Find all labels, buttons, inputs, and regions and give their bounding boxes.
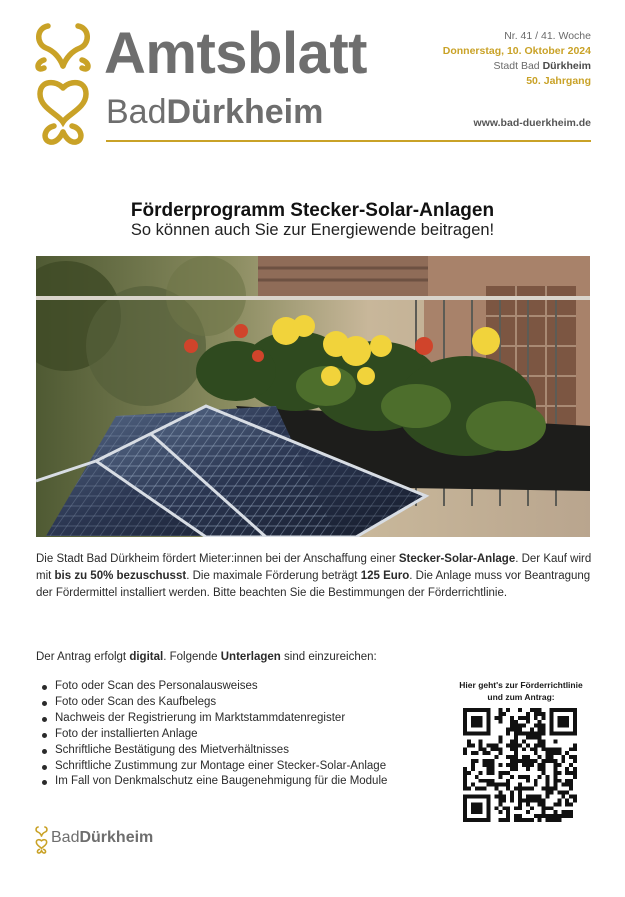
subtitle-bold: Dürkheim (166, 93, 324, 131)
footer-brand (51, 829, 153, 847)
publication-title: Amtsblatt (104, 21, 367, 86)
list-item: Nachweis der Registrierung im Marktstammdatenregister (36, 711, 426, 727)
city-bold: Dürkheim (542, 60, 591, 72)
website-link[interactable]: www.bad-duerkheim.de (473, 117, 591, 129)
footer-logo-icon (35, 826, 48, 854)
bad-duerkheim-logo-icon (34, 22, 92, 146)
list-item: Foto oder Scan des Kaufbelegs (36, 695, 426, 711)
intro-paragraph (36, 551, 596, 602)
intro-text-2: . Der Kauf wird mit (36, 553, 592, 582)
request-bold-digital: digital (129, 651, 164, 663)
city-prefix: Stadt Bad (493, 60, 543, 72)
intro-bold-subsidy: bis zu 50% bezuschusst (54, 570, 187, 582)
issuer-city (494, 59, 591, 74)
list-item: Im Fall von Denkmalschutz eine Baugenehmigung für die Module (36, 774, 426, 790)
list-item: Foto der installierten Anlage (36, 727, 426, 743)
request-text-3: sind einzureichen: (280, 651, 377, 663)
volume-year: 50. Jahrgang (526, 75, 591, 87)
request-paragraph (36, 649, 596, 666)
intro-text-1: Die Stadt Bad Dürkheim fördert Mieter:innen bei der Anschaffung einer (36, 553, 399, 565)
request-text-1: Der Antrag erfolgt (36, 651, 130, 663)
qr-caption-line-2: und zum Antrag: (487, 692, 555, 702)
article-subheadline: So können auch Sie zur Energiewende beitragen! (130, 221, 495, 239)
intro-text-4: . Die Anlage muss vor Beantragung der Fördermittel installiert werden. Bitte beachten Sie die Bestimmungen der Förderrichtlinie. (36, 570, 591, 599)
article-headline: Förderprogramm Stecker-Solar-Anlagen (130, 200, 495, 221)
list-item: Foto oder Scan des Personalausweises (36, 679, 426, 695)
subtitle-light: Bad (106, 93, 167, 131)
qr-caption (440, 679, 602, 703)
list-item: Schriftliche Bestätigung des Mietverhältnisses (36, 743, 426, 759)
qr-code-icon[interactable] (463, 708, 577, 822)
publication-subtitle (106, 92, 323, 132)
solar-balcony-photo (36, 256, 590, 537)
header-divider (106, 140, 591, 142)
issue-date: Donnerstag, 10. Oktober 2024 (442, 45, 591, 57)
request-text-2: . Folgende (163, 651, 221, 663)
intro-bold-amount: 125 Euro (360, 570, 410, 582)
qr-caption-line-1: Hier geht's zur Förderrichtlinie (459, 680, 583, 690)
intro-bold-product: Stecker-Solar-Anlage (398, 553, 516, 565)
list-item: Schriftliche Zustimmung zur Montage einer Stecker-Solar-Anlage (36, 759, 426, 775)
issue-number: Nr. 41 / 41. Woche (504, 30, 591, 42)
footer-brand-bold: Dürkheim (79, 829, 154, 846)
intro-text-3: . Die maximale Förderung beträgt (186, 570, 361, 582)
request-bold-documents: Unterlagen (220, 651, 281, 663)
required-documents-list (36, 679, 426, 790)
footer-brand-light: Bad (51, 829, 80, 846)
